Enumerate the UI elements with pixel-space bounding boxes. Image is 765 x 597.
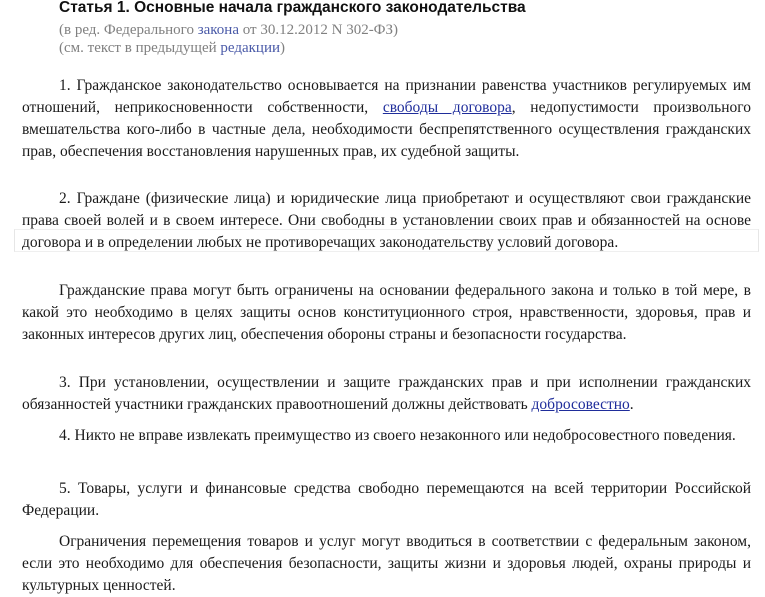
previous-edition-suffix: ) [280, 40, 286, 56]
paragraph-3-text-end: . [629, 396, 634, 413]
revision-note-prefix: (в ред. Федерального [59, 22, 198, 38]
paragraph-5-continued: Ограничения перемещения товаров и услуг могут вводиться в соответствии с федеральным законом, если это необходимо для обеспечения безопасности, защиты жизни и здоровья людей, охраны природы и культурных ценностей. [22, 533, 751, 594]
good-faith-link[interactable]: добросовестно [531, 396, 630, 413]
previous-edition-note [59, 38, 285, 58]
paragraph-3-text-start: 3. При установлении, осуществлении и защите гражданских прав и при исполнении гражданских обязанностей участники гражданских правоотношений должны действовать [22, 374, 751, 413]
paragraph-3 [22, 372, 751, 416]
freedom-of-contract-link[interactable]: свободы договора [382, 99, 512, 116]
paragraph-4: 4. Никто не вправе извлекать преимущество из своего незаконного или недобросовестного поведения. [59, 427, 736, 444]
paragraph-1-text-start: 1. Гражданское законодательство основывается на признании равенства участников регулируемых им отношений, неприкосновенности собственности, [22, 77, 751, 116]
paragraph-1 [22, 75, 751, 163]
paragraph-2: 2. Граждане (физические лица) и юридические лица приобретают и осуществляют свои гражданские права своей волей и в своем интересе. Они свободны в установлении своих прав и обязанностей на основе договора и в определении любых не противоречащих законодательству условий договора. [22, 190, 751, 251]
revision-note [59, 20, 398, 40]
paragraph-1-text-end: , недопустимости произвольного вмешательства кого-либо в частные дела, необходимости беспрепятственного осуществления гражданских прав, обеспечения восстановления нарушенных прав, их судебной защиты. [22, 99, 751, 160]
revision-law-link[interactable]: закона [197, 22, 239, 38]
article-title: Статья 1. Основные начала гражданского законодательства [59, 0, 526, 16]
previous-edition-link[interactable]: редакции [220, 40, 281, 56]
revision-note-suffix: от 30.12.2012 N 302-ФЗ) [239, 22, 399, 38]
previous-edition-prefix: (см. текст в предыдущей [59, 40, 221, 56]
paragraph-2-continued: Гражданские права могут быть ограничены на основании федерального закона и только в той мере, в какой это необходимо в целях защиты основ конституционного строя, нравственности, здоровья, прав и законных интересов других лиц, обеспечения обороны страны и безопасности государства. [22, 282, 751, 343]
paragraph-5: 5. Товары, услуги и финансовые средства свободно перемещаются на всей территории Российской Федерации. [22, 480, 751, 519]
